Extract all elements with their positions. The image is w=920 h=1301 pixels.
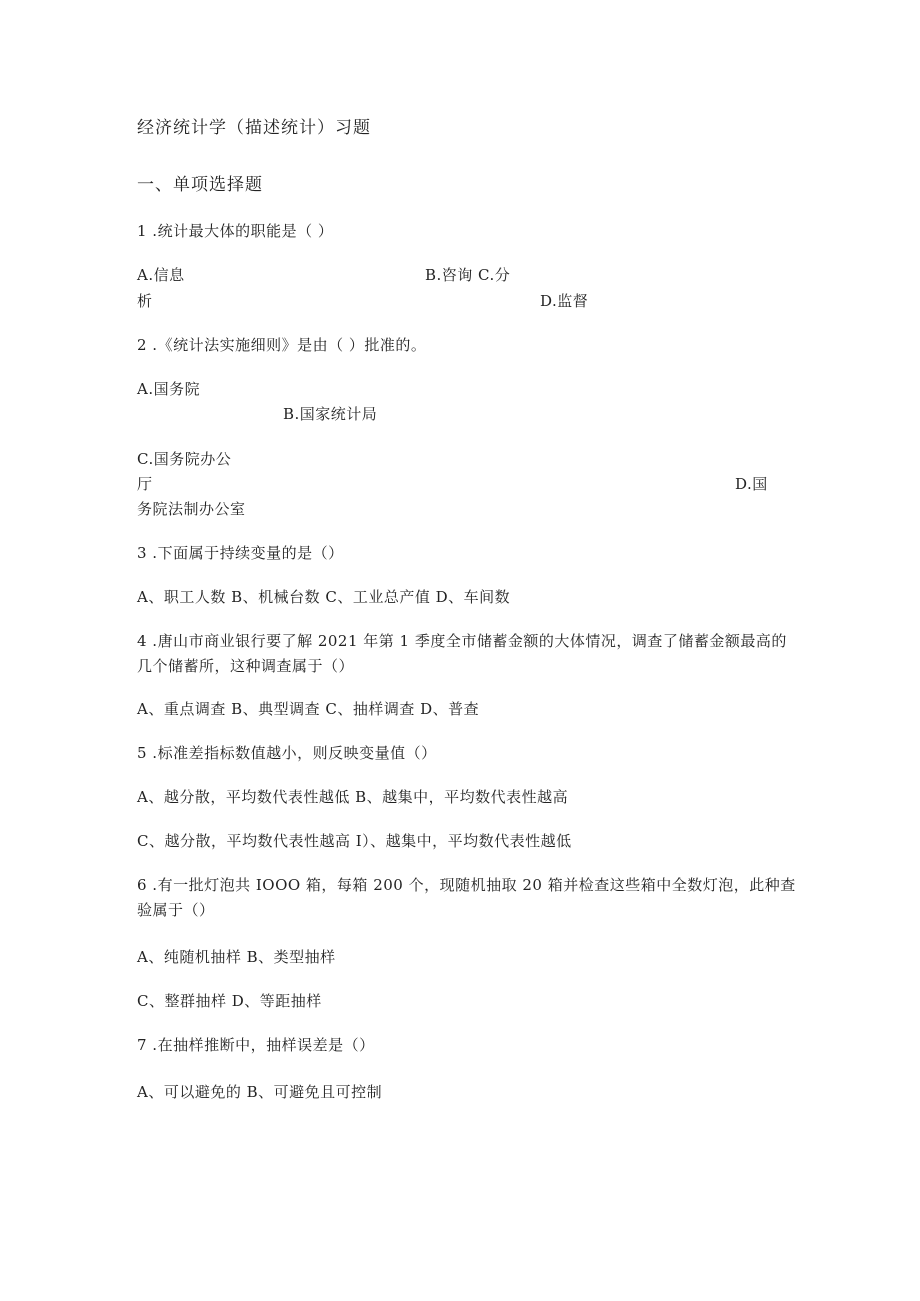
question-4-options: A、重点调查 B、典型调查 C、抽样调查 D、普查 (137, 700, 480, 718)
question-5-stem: 5 .标准差指标数值越小，则反映变量值（） (137, 744, 437, 762)
question-6-options-cd: C、整群抽样 D、等距抽样 (137, 992, 322, 1010)
question-6-options-ab: A、纯随机抽样 B、类型抽样 (137, 948, 336, 966)
document-title: 经济统计学（描述统计）习题 (137, 118, 371, 138)
question-4-stem: 4 .唐山市商业银行要了解 2021 年第 1 季度全市储蓄金额的大体情况，调查了储蓄金额最高的 (137, 632, 787, 650)
question-3-options: A、职工人数 B、机械台数 C、工业总产值 D、车间数 (137, 588, 511, 606)
question-4-stem-cont: 几个储蓄所，这种调查属于（） (137, 657, 355, 675)
question-2-option-c: C.国务院办公 (137, 450, 232, 468)
question-6-stem: 6 .有一批灯泡共 IOOO 箱，每箱 200 个，现随机抽取 20 箱并检查这些箱中全数灯泡，此种查 (137, 876, 796, 894)
question-1-option-d: D.监督 (540, 292, 589, 310)
question-1-option-c-cont: 析 (137, 292, 153, 310)
question-7-options-ab: A、可以避免的 B、可避免且可控制 (137, 1083, 383, 1101)
question-1-option-a: A.信息 (137, 266, 185, 284)
question-3-stem: 3 .下面属于持续变量的是（） (137, 544, 344, 562)
question-2-option-d-cont: 务院法制办公室 (137, 500, 246, 518)
question-5-options-ab: A、越分散，平均数代表性越低 B、越集中，平均数代表性越高 (137, 788, 569, 806)
question-1-option-b-c: B.咨询 C.分 (425, 266, 511, 284)
question-2-option-d: D.国 (735, 475, 768, 493)
question-7-stem: 7 .在抽样推断中，抽样误差是（） (137, 1036, 375, 1054)
question-2-option-b: B.国家统计局 (283, 405, 378, 423)
question-2-stem: 2 .《统计法实施细则》是由（ ）批准的。 (137, 336, 427, 354)
question-5-options-cd: C、越分散，平均数代表性越高 I）、越集中，平均数代表性越低 (137, 832, 572, 850)
question-2-option-a: A.国务院 (137, 380, 201, 398)
section-heading: 一、单项选择题 (137, 175, 263, 195)
question-1-stem: 1 .统计最大体的职能是（ ） (137, 222, 334, 240)
question-6-stem-cont: 验属于（） (137, 901, 215, 919)
question-2-option-c-cont: 厅 (137, 475, 153, 493)
